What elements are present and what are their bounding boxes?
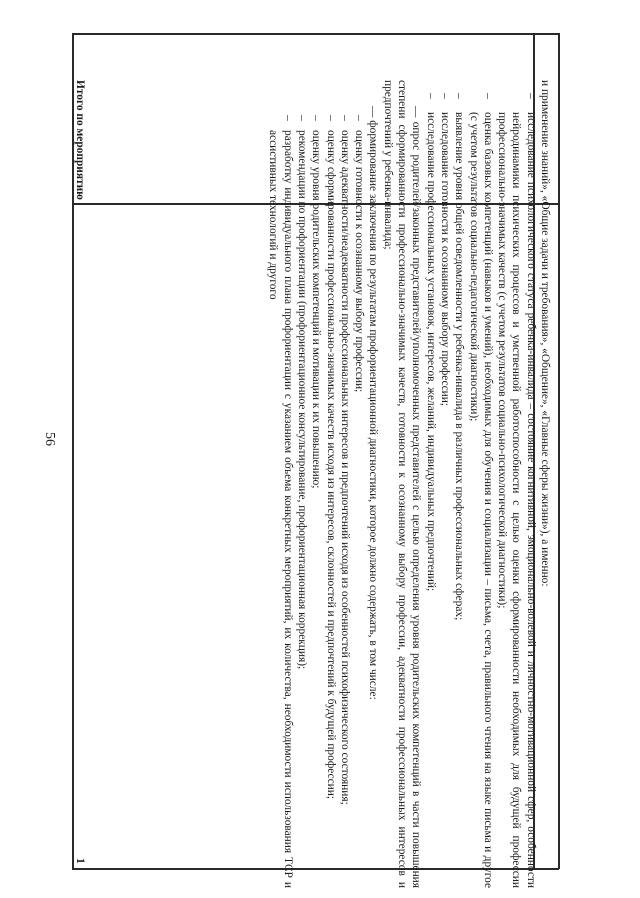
conclusion-item-text: рекомендации по профориентации (профориентационное консультирование, профориентационная коррекция); (295, 130, 308, 670)
survey-paragraph (380, 80, 423, 888)
survey-text: опрос родителей/законных представителей/уполномоченных представителей с целью определения уровня родительских компетенций в части повышения степени сформированности профессионально-значимых качеств, готовности к осознанному выбору профессии, адекватности профессиональных интересов и предпочтений у ребенка-инвалида; (381, 80, 423, 888)
conclusion-item-text: оценку готовности к осознанному выбору профессии; (353, 130, 366, 393)
table-border-right (558, 33, 560, 869)
list-dash: – (524, 93, 537, 99)
list-dash: – (481, 93, 494, 99)
conclusion-item-text: оценку уровня родительских компетенций и мотивации к их повышению; (310, 130, 323, 489)
conclusion-item (338, 106, 352, 888)
page-number: 56 (42, 432, 57, 446)
conclusion-item (309, 106, 323, 888)
list-item (423, 80, 437, 888)
list-dash: – (353, 115, 366, 121)
list-item (438, 80, 452, 888)
conclusion-item (323, 106, 337, 888)
list-dash: – (281, 115, 294, 121)
conclusion-item-text: оценку сформированности профессионально-значимых качеств исходя из интересов, склонностей и предпочтений к будущей профессии; (324, 130, 337, 800)
conclusion-intro-paragraph (366, 80, 380, 888)
list-dash: – (438, 93, 451, 99)
conclusion-item (266, 106, 295, 888)
list-dash: – (310, 115, 323, 121)
total-value: 1 (74, 858, 86, 864)
long-dash: — (367, 106, 380, 118)
long-dash: — (410, 106, 423, 118)
list-item-text: исследование готовности к осознанному выбору профессии; (438, 112, 451, 407)
conclusion-item-text: оценку адекватности/неадекватности профессиональных интересов и предпочтений исходя из особенностей психофизического состояния; (338, 130, 351, 805)
conclusion-item (352, 106, 366, 888)
list-item-text: исследование профессиональных установок, интересов, желаний, индивидуальных предпочтений; (424, 112, 437, 592)
conclusion-intro-text: формирование заключения по результатам профориентационной диагностики, которое должно содержать, в том числе: (367, 120, 380, 700)
rotated-table-content (73, 34, 556, 896)
list-dash: – (453, 93, 466, 99)
conclusion-item-text: разработку индивидуального плана профориентации с указанием объема конкретных мероприятий, их количества, необходимости использования ТСР и ассистивных технологий и другого (267, 130, 294, 888)
description-cell (266, 80, 552, 888)
intro-paragraph: и применение знаний», «Общие задачи и требования», «Общение», «Главные сферы жизни»), а именно: (539, 80, 551, 587)
list-dash: – (424, 93, 437, 99)
list-item-text: выявление уровня общей осведомленности у ребенка-инвалида в различных профессиональных сферах; (453, 112, 466, 621)
list-item-text: оценка базовых компетенций (навыков и умений), необходимых для обучения и социализации – письма, счета, правильного чтения на языке письма и другое (с учетом результатов социально-педагогической диагностики); (467, 112, 494, 888)
list-item (466, 80, 495, 888)
list-item-text: исследование психологического статуса ребенка-инвалида – состояние когнитивной, эмоционально-волевой и личностно-мотивационной сфер, особенности нейродинамики психических процессов и умственной работоспособности с целью оценки сформированности необходимых для будущей профессии профессионально-значимых качеств (с учетом результатов социально-психологической диагностики); (496, 112, 537, 888)
list-item (495, 80, 538, 888)
list-dash: – (338, 115, 351, 121)
list-item (452, 80, 466, 888)
total-label: Итого по мероприятию (74, 80, 86, 200)
list-dash: – (295, 115, 308, 121)
conclusion-item (295, 106, 309, 888)
list-dash: – (324, 115, 337, 121)
